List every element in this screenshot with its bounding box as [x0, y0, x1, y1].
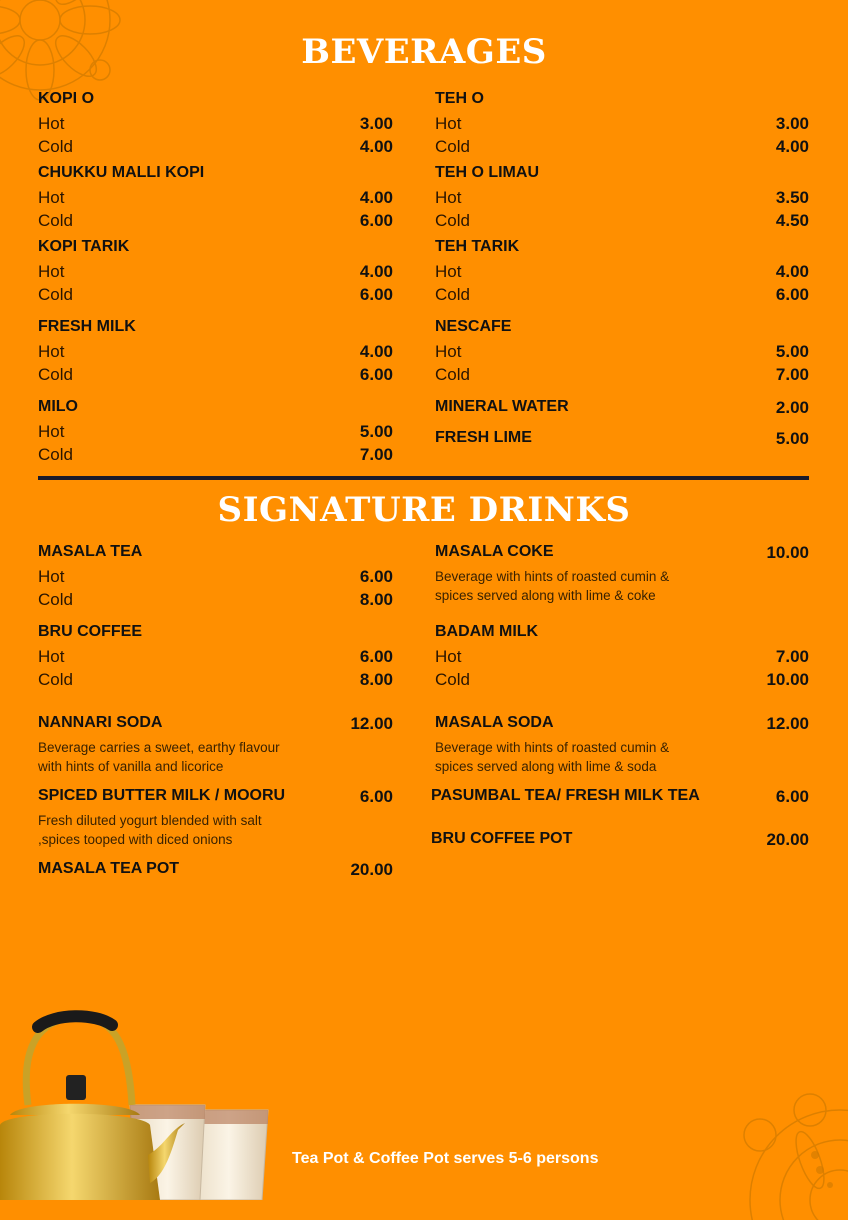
option-hot-label: Hot: [435, 114, 462, 133]
price-cold: 8.00: [359, 590, 393, 609]
price-hot: 5.00: [775, 342, 809, 361]
item-name: NESCAFE: [435, 318, 512, 335]
price-hot: 4.00: [359, 342, 393, 361]
price-hot: 6.00: [359, 567, 393, 586]
item-name: MINERAL WATER: [435, 398, 569, 415]
item-name: KOPI O: [38, 90, 95, 107]
item-name: BRU COFFEE POT: [431, 830, 573, 847]
mandala-decoration-icon: [720, 1080, 848, 1220]
price-cold: 6.00: [359, 365, 393, 384]
price-cold: 8.00: [359, 670, 393, 689]
price-hot: 6.00: [359, 647, 393, 666]
option-cold-label: Cold: [38, 137, 73, 156]
option-cold-label: Cold: [38, 590, 73, 609]
price-hot: 3.00: [775, 114, 809, 133]
item-name: CHUKKU MALLI KOPI: [38, 164, 205, 181]
footer-note: Tea Pot & Coffee Pot serves 5-6 persons: [292, 1150, 599, 1167]
price-cold: 4.50: [775, 211, 809, 230]
teapot-glasses-image: [0, 1005, 280, 1200]
option-cold-label: Cold: [435, 285, 470, 304]
option-cold-label: Cold: [435, 365, 470, 384]
price-cold: 6.00: [359, 285, 393, 304]
price-cold: 7.00: [359, 445, 393, 464]
section-divider: [38, 476, 809, 480]
price-cold: 4.00: [775, 137, 809, 156]
price-cold: 4.00: [359, 137, 393, 156]
item-price: 20.00: [350, 860, 393, 879]
item-price: 12.00: [766, 714, 809, 733]
option-cold-label: Cold: [38, 445, 73, 464]
option-hot-label: Hot: [38, 262, 65, 281]
item-name: NANNARI SODA: [38, 714, 163, 731]
item-price: 5.00: [775, 429, 809, 448]
option-cold-label: Cold: [38, 365, 73, 384]
price-cold: 6.00: [359, 211, 393, 230]
item-description: Beverage with hints of roasted cumin &: [435, 569, 670, 584]
price-hot: 4.00: [359, 262, 393, 281]
option-cold-label: Cold: [38, 670, 73, 689]
option-hot-label: Hot: [38, 647, 65, 666]
item-description: ,spices tooped with diced onions: [38, 832, 233, 847]
item-description: Beverage with hints of roasted cumin &: [435, 740, 670, 755]
option-hot-label: Hot: [38, 342, 65, 361]
option-cold-label: Cold: [38, 211, 73, 230]
option-hot-label: Hot: [435, 262, 462, 281]
item-name: FRESH LIME: [435, 429, 532, 446]
item-price: 12.00: [350, 714, 393, 733]
price-hot: 7.00: [775, 647, 809, 666]
item-name: MASALA COKE: [435, 543, 554, 560]
price-hot: 4.00: [359, 188, 393, 207]
price-hot: 4.00: [775, 262, 809, 281]
item-name: TEH O LIMAU: [435, 164, 539, 181]
option-cold-label: Cold: [435, 211, 470, 230]
item-name: MASALA TEA POT: [38, 860, 180, 877]
item-name: FRESH MILK: [38, 318, 136, 335]
option-hot-label: Hot: [38, 567, 65, 586]
item-description: with hints of vanilla and licorice: [38, 759, 224, 774]
item-price: 2.00: [775, 398, 809, 417]
item-description: Fresh diluted yogurt blended with salt: [38, 813, 262, 828]
item-name: KOPI TARIK: [38, 238, 130, 255]
item-price: 20.00: [766, 830, 809, 849]
item-name: TEH O: [435, 90, 484, 107]
option-hot-label: Hot: [38, 188, 65, 207]
item-name: MASALA TEA: [38, 543, 143, 560]
option-hot-label: Hot: [435, 342, 462, 361]
item-name: PASUMBAL TEA/ FRESH MILK TEA: [431, 787, 700, 804]
price-hot: 5.00: [359, 422, 393, 441]
option-hot-label: Hot: [435, 647, 462, 666]
option-hot-label: Hot: [38, 422, 65, 441]
item-description: spices served along with lime & soda: [435, 759, 657, 774]
item-description: Beverage carries a sweet, earthy flavour: [38, 740, 280, 755]
option-hot-label: Hot: [38, 114, 65, 133]
price-cold: 7.00: [775, 365, 809, 384]
option-hot-label: Hot: [435, 188, 462, 207]
item-name: BADAM MILK: [435, 623, 539, 640]
signature-drinks-title: SIGNATURE DRINKS: [217, 490, 631, 530]
price-cold: 10.00: [766, 670, 809, 689]
item-name: MASALA SODA: [435, 714, 554, 731]
item-name: BRU COFFEE: [38, 623, 142, 640]
item-price: 6.00: [359, 787, 393, 806]
item-name: TEH TARIK: [435, 238, 520, 255]
item-name: SPICED BUTTER MILK / MOORU: [38, 787, 286, 804]
item-price: 6.00: [775, 787, 809, 806]
beverages-title: BEVERAGES: [301, 32, 547, 72]
item-price: 10.00: [766, 543, 809, 562]
option-cold-label: Cold: [435, 137, 470, 156]
item-description: spices served along with lime & coke: [435, 588, 656, 603]
price-cold: 6.00: [775, 285, 809, 304]
price-hot: 3.50: [775, 188, 809, 207]
item-name: MILO: [38, 398, 78, 415]
price-hot: 3.00: [359, 114, 393, 133]
option-cold-label: Cold: [435, 670, 470, 689]
option-cold-label: Cold: [38, 285, 73, 304]
